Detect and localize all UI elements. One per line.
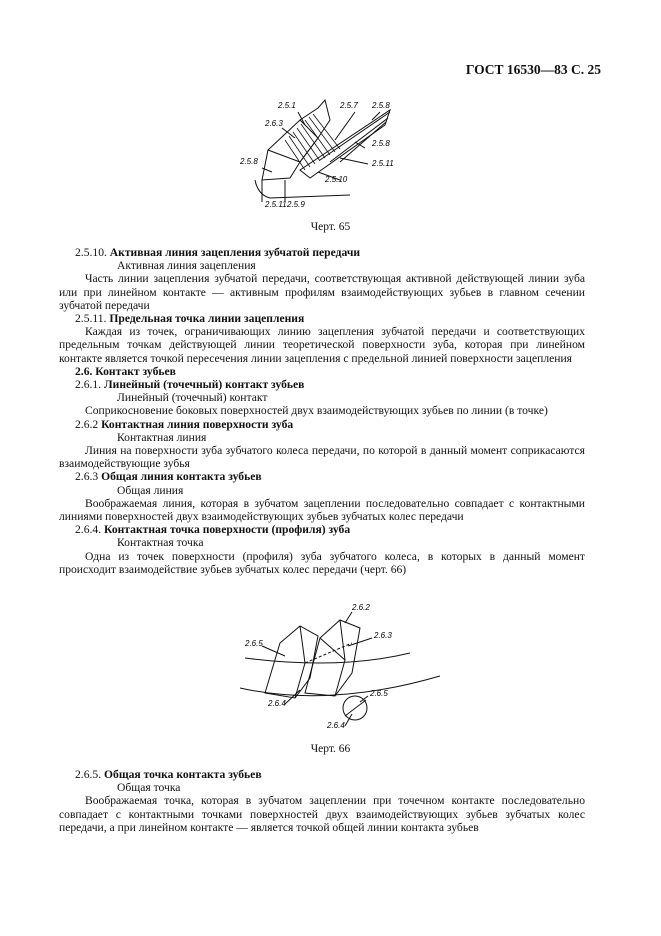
definition: Линия на поверхности зуба зубчатого колеса передачи, по которой в данный момент соприкасаются взаимодействующие зубья	[59, 444, 585, 471]
fig66-label-5: 2.6.4	[268, 699, 286, 708]
section-2-6-3-heading	[75, 470, 585, 483]
figure-66	[0, 598, 661, 733]
term: Контакт зубьев	[95, 364, 176, 378]
term: Общая линия контакта зубьев	[101, 470, 262, 484]
fig65-label-3: 2.5.8	[372, 101, 390, 110]
fig66-label-1: 2.6.2	[352, 603, 370, 612]
term: Контактная точка поверхности (профиля) зуба	[104, 523, 351, 537]
synonym: Контактная точка	[117, 536, 204, 550]
fig65-label-1: 2.5.1	[278, 101, 296, 110]
synonym: Общая точка	[117, 781, 181, 795]
synonym: Активная линия зацепления	[117, 259, 256, 273]
figure-65-drawing	[0, 90, 661, 215]
section-2-6-1-heading	[75, 378, 585, 391]
term: Контактная линия поверхности зуба	[101, 417, 294, 431]
figure-65	[0, 90, 661, 220]
fig66-label-3: 2.6.5	[245, 639, 263, 648]
section-number: 2.6.4.	[75, 523, 102, 537]
synonym: Контактная линия	[117, 430, 207, 444]
term: Линейный (точечный) контакт зубьев	[104, 378, 305, 392]
section-number: 2.6.	[75, 364, 93, 378]
fig65-label-2: 2.5.7	[340, 101, 358, 110]
synonym: Линейный (точечный) контакт	[117, 391, 268, 405]
term: Общая точка контакта зубьев	[104, 768, 262, 781]
definition: Одна из точек поверхности (профиля) зуба зубчатого колеса, в которых в данный момент происходит взаимодействие зубьев зубчатых колес передачи (черт. 66)	[59, 549, 585, 576]
term: Активная линия зацепления зубчатой передачи	[109, 246, 361, 259]
synonym: Общая линия	[117, 483, 184, 497]
section-2-5-11-heading	[75, 312, 585, 325]
figure-66-drawing	[0, 598, 661, 733]
section-number: 2.6.1.	[75, 378, 102, 392]
section-number: 2.6.3	[75, 470, 99, 484]
definition: Воображаемая линия, которая в зубчатом зацеплении последовательно совпадает с контактными линиями поверхностей двух взаимодействующих зубьев зубчатых колес передачи	[59, 496, 585, 524]
section-2-6-4-heading	[75, 523, 585, 536]
section-number: 2.6.5.	[75, 768, 102, 781]
definition: Каждая из точек, ограничивающих линию зацепления зубчатой передачи и соответствующих предельным точкам действующей линии теоретической поверхности зуба, которая при линейном контакте является точкой пересечения линии зацепления с предельной линией поверхности зацепления	[59, 325, 585, 365]
section-number: 2.6.2	[75, 417, 99, 431]
page-header: ГОСТ 16530—83 С. 25	[465, 62, 601, 77]
definition: Воображаемая точка, которая в зубчатом зацеплении при точечном контакте последовательно совпадает с контактными точками поверхностей двух взаимодействующих зубьев зубчатых колес передачи, а при линейном контакте — является точкой общей линии контакта зубьев	[59, 794, 585, 834]
section-2-6-2-heading	[75, 418, 585, 431]
figure-65-caption: Черт. 65	[310, 221, 351, 233]
fig65-label-7: 2.5.11	[372, 159, 394, 168]
term: Предельная точка линии зацепления	[109, 312, 305, 326]
fig66-label-6: 2.6.4	[327, 721, 345, 730]
fig65-label-6: 2.5.8	[240, 157, 258, 166]
definition: Соприкосновение боковых поверхностей двух взаимодействующих зубьев по линии (в точке)	[85, 404, 548, 418]
text-block-2	[59, 768, 585, 834]
section-number: 2.5.10.	[75, 246, 107, 259]
fig65-label-8: 2.5.10	[325, 175, 348, 184]
figure-66-caption: Черт. 66	[310, 743, 351, 755]
fig65-label-4: 2.6.3	[265, 119, 283, 128]
fig65-label-5: 2.5.8	[372, 139, 390, 148]
fig65-label-10: 2.5.9	[287, 200, 305, 209]
section-2-6-5-heading	[75, 768, 585, 781]
fig66-label-2: 2.6.3	[374, 631, 392, 640]
text-block-1	[59, 246, 585, 576]
section-2-5-10-heading	[75, 246, 585, 259]
definition: Часть линии зацепления зубчатой передачи, соответствующая активной действующей линии зуба или при линейном контакте — активным профилям взаимодействующих зубьев в главном сечении зубчатой передачи	[59, 272, 585, 312]
section-number: 2.5.11.	[75, 312, 107, 326]
fig66-label-4: 2.6.5	[370, 689, 388, 698]
fig65-label-9: 2.5.11	[265, 200, 287, 209]
section-2-6-heading	[75, 365, 585, 378]
